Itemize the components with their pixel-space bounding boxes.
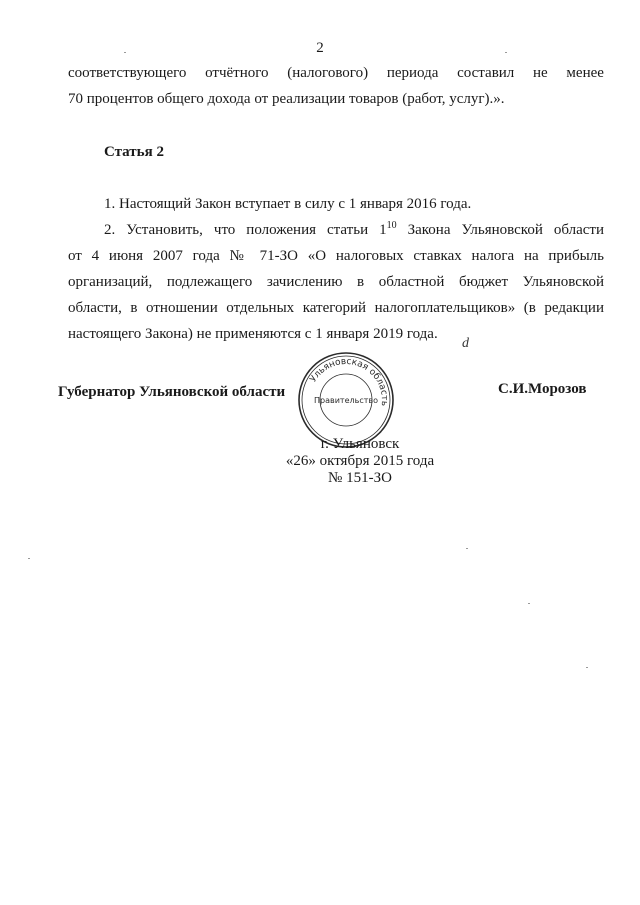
item-2-line-1 — [68, 217, 604, 243]
item-2-line-4: области, в отношении отдельных категорий налогоплательщиков» (в редакции — [68, 300, 604, 316]
scan-speck — [124, 52, 126, 53]
seal-outer-text: Ульяновская область — [308, 356, 390, 407]
official-seal — [296, 350, 396, 450]
item-2-line-1-end: Закона Ульяновской области — [396, 222, 604, 238]
item-2-line-3: организаций, подлежащего зачислению в областной бюджет Ульяновской — [68, 274, 604, 290]
item-2-line-2: от 4 июня 2007 года № 71-ЗО «О налоговых ставках налога на прибыль — [68, 248, 604, 264]
intro-word: (налогового) — [287, 65, 369, 81]
scan-speck — [466, 548, 468, 549]
item-2-line-5: настоящего Закона) не применяются с 1 января 2019 года. — [68, 326, 438, 342]
seal-center-text: Правительство — [314, 396, 378, 405]
item-2-line-1-start: 2. Установить, что положения статьи 1 — [104, 222, 387, 238]
law-date: «26» октября 2015 года — [285, 453, 435, 469]
intro-word: менее — [566, 65, 604, 81]
intro-paragraph — [68, 60, 604, 112]
handwritten-mark: d — [462, 336, 469, 351]
scan-speck — [28, 558, 30, 559]
intro-word: соответствующего — [68, 65, 187, 81]
article-heading: Статья 2 — [104, 144, 164, 160]
scan-speck — [586, 667, 588, 668]
intro-line-2: 70 процентов общего дохода от реализации товаров (работ, услуг).». — [68, 91, 505, 107]
scan-speck — [528, 603, 530, 604]
intro-word: периода — [386, 65, 439, 81]
intro-line-1 — [68, 60, 604, 86]
article-item-1 — [68, 191, 604, 217]
intro-word: отчётного — [205, 65, 269, 81]
intro-word: не — [533, 65, 548, 81]
signature-name: С.И.Морозов — [498, 381, 587, 397]
item-1-text: 1. Настоящий Закон вступает в силу с 1 января 2016 года. — [104, 196, 472, 212]
scan-speck — [505, 52, 507, 53]
law-number: № 151-ЗО — [328, 470, 392, 486]
page-number: 2 — [316, 40, 324, 56]
article-item-2 — [68, 217, 604, 347]
place-date-block — [280, 436, 440, 487]
article-superscript: 10 — [386, 220, 397, 231]
signature-title: Губернатор Ульяновской области — [58, 384, 286, 400]
place-city: г. Ульяновск — [320, 436, 400, 452]
intro-word: составил — [457, 65, 515, 81]
